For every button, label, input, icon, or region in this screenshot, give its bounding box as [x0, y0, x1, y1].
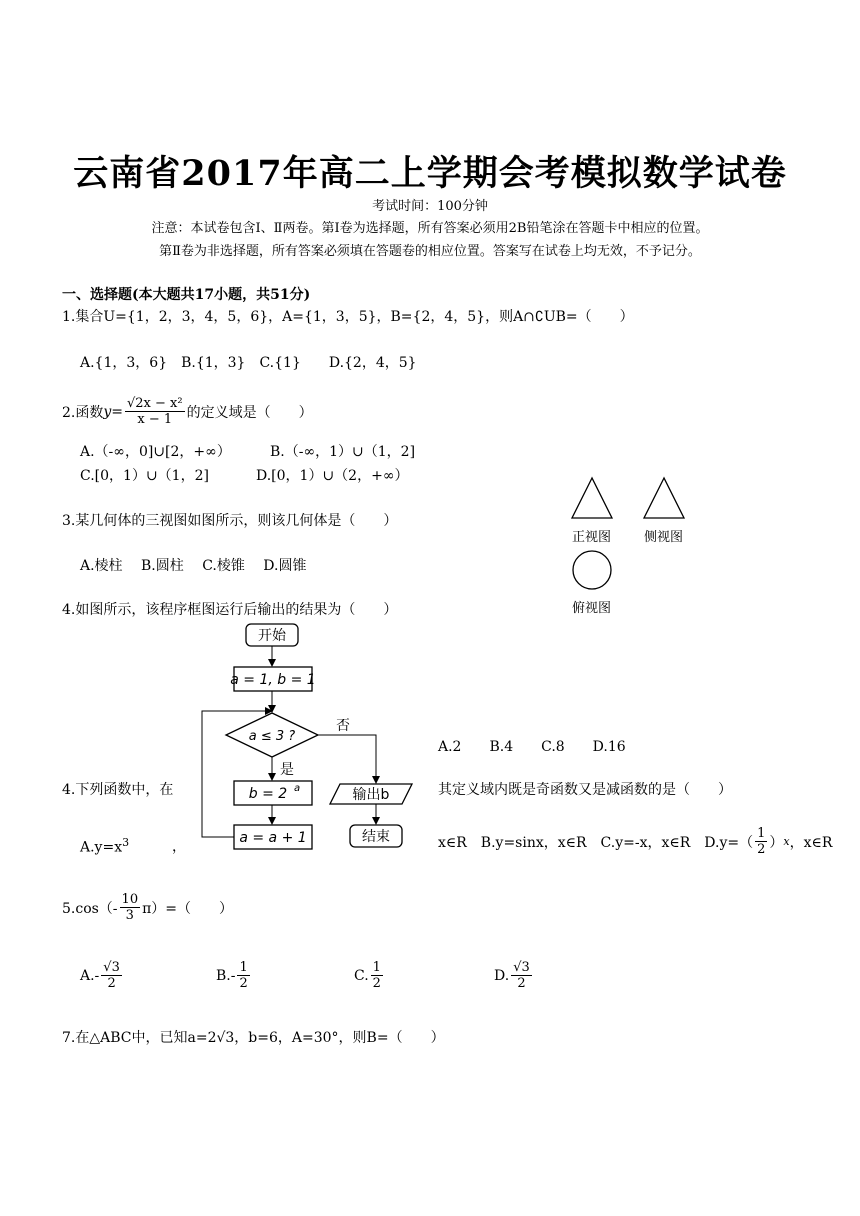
q2-denominator: x − 1 [137, 412, 173, 427]
q2-prefix: 2.函数 [62, 404, 104, 421]
notice-line-2: 第Ⅱ卷为非选择题，所有答案必须填在答题卷的相应位置。答案写在试卷上均无效，不予记分。 [159, 244, 701, 259]
q4b-rest2: ，x∈R [789, 834, 833, 851]
top-view-circle [573, 551, 611, 589]
flow-assign-b-text: b = 2 [248, 786, 288, 802]
q5-option-d [494, 960, 534, 991]
flow-yes-label: 是 [280, 762, 294, 778]
q2-fraction [125, 396, 185, 427]
section-heading: 一、选择题(本大题共17小题，共51分) [62, 287, 311, 303]
q4b-options-rest: x∈R B.y=sinx，x∈R C.y=-x，x∈R D.y=（ $\frac{1}{2}$ ） x ，x∈R [438, 826, 833, 857]
flow-no-label: 否 [336, 718, 350, 734]
question-1-options: A.{1，3，6} B.{1，3} C.{1} D.{2，4，5} [80, 355, 417, 371]
q5-d-num: √3 [513, 960, 530, 975]
q2-option-a: A.（-∞，0]∪[2，+∞） [80, 444, 231, 460]
flow-init-text: a = 1, b = 1 [230, 672, 316, 688]
flow-assign-a-text: a = a + 1 [239, 830, 307, 846]
q5-option-c [354, 960, 385, 991]
question-3-options: A.棱柱 B.圆柱 C.棱锥 D.圆锥 [80, 558, 307, 574]
q2-option-b: B.（-∞，1）∪（1，2] [270, 444, 416, 460]
top-view-label: 俯视图 [572, 601, 612, 616]
flow-decision-text: a ≤ 3 ? [248, 729, 296, 744]
q5-fraction [120, 892, 141, 923]
q4b-d-num: 1 [757, 826, 766, 841]
q2-suffix: 的定义域是（ ） [186, 404, 313, 421]
q5-c-den: 2 [372, 976, 381, 991]
question-1-stem: 1.集合U={1，2，3，4，5，6}，A={1，3，5}，B={2，4，5}，则A∩∁UB=（ ） [62, 309, 634, 325]
question-5-stem [62, 892, 233, 923]
q5-a-pre: A.- [80, 967, 100, 984]
question-2-stem [62, 396, 313, 427]
question-4-options: A.2 B.4 C.8 D.16 [438, 739, 626, 755]
front-view-triangle [572, 478, 612, 518]
q5-a-den: 2 [107, 976, 116, 991]
exam-time: 考试时间：100分钟 [372, 199, 488, 214]
q5-num: 10 [121, 892, 139, 907]
question-3-stem: 3.某几何体的三视图如图所示，则该几何体是（ ） [62, 513, 398, 529]
q5-option-b [216, 960, 252, 991]
q5-prefix: 5.cos（- [62, 900, 118, 917]
q5-option-a [80, 960, 124, 991]
question-4-stem: 4.如图所示，该程序框图运行后输出的结果为（ ） [62, 602, 398, 618]
q4b-option-a [80, 836, 129, 856]
q5-b-num: 1 [239, 960, 248, 975]
q5-c-pre: C. [354, 967, 369, 984]
q5-suffix: π）=（ ） [142, 900, 234, 917]
q4b-d-fraction [755, 826, 767, 857]
question-4b-stem-right: 其定义域内既是奇函数又是减函数的是（ ） [438, 782, 732, 798]
side-view-triangle [644, 478, 684, 518]
q4b-d-sup: x [783, 835, 790, 848]
q5-b-pre: B.- [216, 967, 236, 984]
q4b-rest1: x∈R B.y=sinx，x∈R C.y=-x，x∈R D.y=（ [438, 834, 754, 851]
q4b-option-a-sup: 3 [122, 836, 130, 849]
flow-output-text: 输出b [352, 787, 390, 803]
question-4b-stem-left: 4.下列函数中，在 [62, 782, 174, 798]
q4b-option-a-text: A.y=x [80, 839, 123, 856]
q5-d-den: 2 [517, 976, 526, 991]
q4b-comma: ， [172, 839, 186, 855]
page-title: 云南省2017年高二上学期会考模拟数学试卷 [73, 153, 787, 194]
q5-d-pre: D. [494, 967, 510, 984]
question-7-stem: 7.在△ABC中，已知a=2√3，b=6，A=30°，则B=（ ） [62, 1030, 445, 1046]
flowchart [190, 618, 430, 858]
side-view-label: 侧视图 [644, 530, 684, 545]
q5-a-num: √3 [103, 960, 120, 975]
q5-b-den: 2 [239, 976, 248, 991]
flow-start-text: 开始 [258, 628, 286, 644]
notice-line-1: 注意：本试卷包含Ⅰ、Ⅱ两卷。第Ⅰ卷为选择题，所有答案必须用2B铅笔涂在答题卡中相应的位置。 [151, 221, 709, 236]
q4b-d-den: 2 [757, 842, 766, 857]
q5-den: 3 [125, 908, 134, 923]
q2-option-c: C.[0，1）∪（1，2] [80, 468, 209, 484]
flow-assign-b-sup: a [294, 783, 301, 794]
front-view-label: 正视图 [572, 530, 612, 545]
q2-option-d: D.[0，1）∪（2，+∞） [256, 468, 409, 484]
q2-numerator: √2x − x² [127, 396, 183, 411]
flow-end-text: 结束 [362, 829, 390, 845]
q2-yeq: y= [103, 403, 123, 420]
q5-c-num: 1 [372, 960, 381, 975]
